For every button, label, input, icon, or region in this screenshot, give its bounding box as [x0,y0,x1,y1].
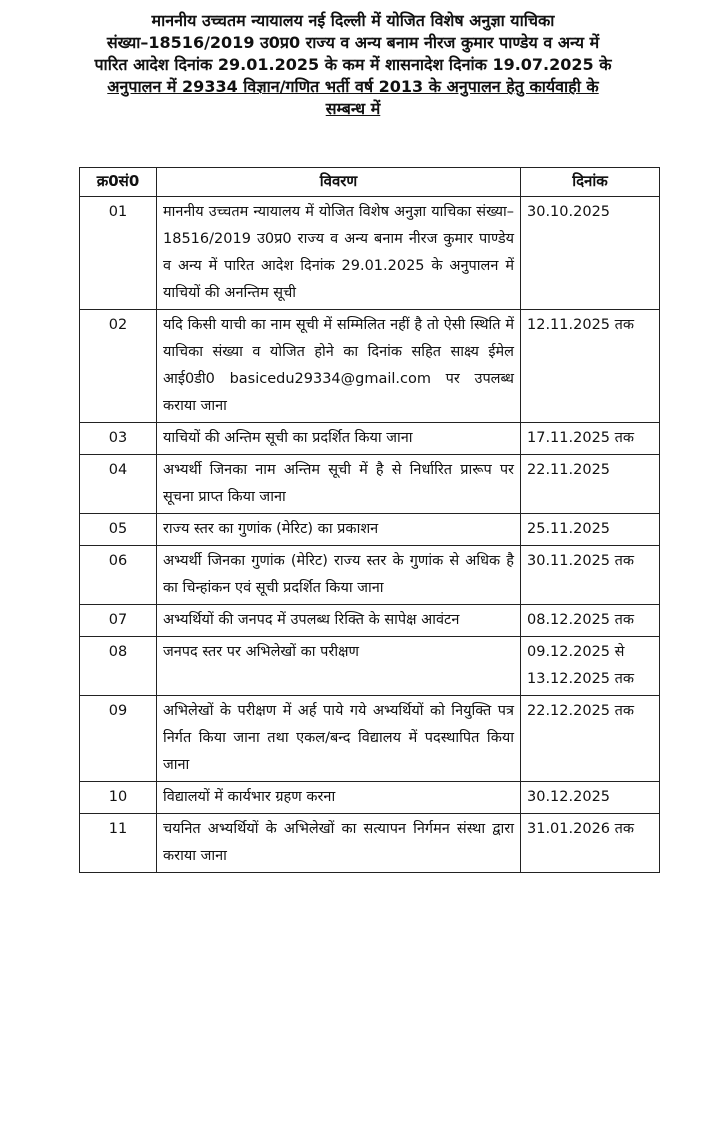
row-date: 09.12.2025 से 13.12.2025 तक [521,637,660,696]
schedule-table [79,167,660,873]
row-date: 30.12.2025 [521,782,660,814]
row-date: 17.11.2025 तक [521,423,660,455]
heading-line-3: पारित आदेश दिनांक 29.01.2025 के कम में शासनादेश दिनांक 19.07.2025 के [94,55,612,74]
heading-line-5: सम्बन्ध में [325,99,381,118]
row-serial: 02 [80,310,157,423]
row-date: 12.11.2025 तक [521,310,660,423]
row-details: माननीय उच्चतम न्यायालय में योजित विशेष अनुज्ञा याचिका संख्या–18516/2019 उ0प्र0 राज्य व अन्य बनाम नीरज कुमार पाण्डेय व अन्य में पारित आदेश दिनांक 29.01.2025 के अनुपालन में याचियों की अनन्तिम सूची [157,197,521,310]
table-row [80,605,660,637]
row-serial: 03 [80,423,157,455]
row-date: 30.10.2025 [521,197,660,310]
table-row [80,423,660,455]
row-date: 25.11.2025 [521,514,660,546]
row-date: 31.01.2026 तक [521,814,660,873]
table-row [80,637,660,696]
table-row [80,310,660,423]
row-serial: 11 [80,814,157,873]
table-row [80,546,660,605]
row-details: याचियों की अन्तिम सूची का प्रदर्शित किया जाना [157,423,521,455]
row-serial: 08 [80,637,157,696]
row-date: 08.12.2025 तक [521,605,660,637]
table-row [80,455,660,514]
row-date: 22.11.2025 [521,455,660,514]
row-date: 22.12.2025 तक [521,696,660,782]
row-serial: 05 [80,514,157,546]
row-serial: 09 [80,696,157,782]
row-serial: 10 [80,782,157,814]
table-header-row [80,168,660,197]
row-serial: 01 [80,197,157,310]
heading-line-4: अनुपालन में 29334 विज्ञान/गणित भर्ती वर्ष 2013 के अनुपालन हेतु कार्यवाही के [107,77,599,96]
row-date: 30.11.2025 तक [521,546,660,605]
heading-line-1: माननीय उच्चतम न्यायालय नई दिल्ली में योजित विशेष अनुज्ञा याचिका [151,11,555,30]
row-details: अभ्यर्थी जिनका गुणांक (मेरिट) राज्य स्तर के गुणांक से अधिक है का चिन्हांकन एवं सूची प्रदर्शित किया जाना [157,546,521,605]
row-details: जनपद स्तर पर अभिलेखों का परीक्षण [157,637,521,696]
table-row [80,197,660,310]
row-details: राज्य स्तर का गुणांक (मेरिट) का प्रकाशन [157,514,521,546]
table-row [80,782,660,814]
header-date: दिनांक [521,168,660,197]
row-details: चयनित अभ्यर्थियों के अभिलेखों का सत्यापन निर्गमन संस्था द्वारा कराया जाना [157,814,521,873]
table-row [80,514,660,546]
row-details: यदि किसी याची का नाम सूची में सम्मिलित नहीं है तो ऐसी स्थिति में याचिका संख्या व योजित होने का दिनांक सहित साक्ष्य ईमेल आई0डी0 basicedu29334@gmail.com पर उपलब्ध कराया जाना [157,310,521,423]
row-details: अभिलेखों के परीक्षण में अर्ह पाये गये अभ्यर्थियों को नियुक्ति पत्र निर्गत किया जाना तथा एकल/बन्द विद्यालय में पदस्थापित किया जाना [157,696,521,782]
header-details: विवरण [157,168,521,197]
row-details: अभ्यर्थी जिनका नाम अन्तिम सूची में है से निर्धारित प्रारूप पर सूचना प्राप्त किया जाना [157,455,521,514]
heading-line-2: संख्या–18516/2019 उ0प्र0 राज्य व अन्य बनाम नीरज कुमार पाण्डेय व अन्य में [106,33,600,52]
row-serial: 06 [80,546,157,605]
document-heading [24,10,682,120]
row-serial: 07 [80,605,157,637]
table-row [80,814,660,873]
row-serial: 04 [80,455,157,514]
row-details: विद्यालयों में कार्यभार ग्रहण करना [157,782,521,814]
header-serial: क्र0सं0 [80,168,157,197]
table-row [80,696,660,782]
row-details: अभ्यर्थियों की जनपद में उपलब्ध रिक्ति के सापेक्ष आवंटन [157,605,521,637]
